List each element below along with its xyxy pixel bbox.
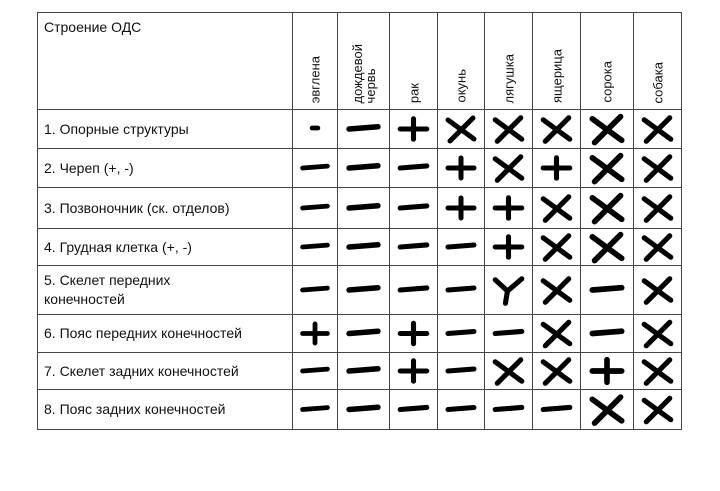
- handwritten-stroke: [543, 279, 570, 303]
- table-row: [38, 266, 682, 315]
- handwritten-stroke: [592, 117, 621, 143]
- plus-mark-icon: [438, 149, 484, 187]
- handwritten-stroke: [644, 236, 671, 260]
- handwritten-stroke: [349, 206, 378, 208]
- minus-mark-icon: [338, 353, 389, 389]
- handwritten-stroke: [644, 360, 671, 384]
- column-header-label: дождевой червь: [349, 43, 378, 103]
- minus-mark-icon: [293, 188, 337, 228]
- mark-cell: [293, 229, 338, 266]
- mark-cell: [581, 266, 634, 315]
- table-body: [38, 110, 682, 430]
- column-header: [438, 13, 485, 110]
- mark-cell: [438, 229, 485, 266]
- handwritten-stroke: [303, 369, 328, 371]
- minus-mark-icon: [581, 266, 633, 314]
- table-row: [38, 149, 682, 188]
- table-row: [38, 390, 682, 430]
- minus-mark-icon: [293, 390, 337, 429]
- cross-mark-icon: [438, 110, 484, 148]
- minus-mark-icon: [390, 266, 437, 314]
- mark-cell: [581, 315, 634, 353]
- mark-cell: [533, 390, 581, 430]
- handwritten-stroke: [303, 324, 328, 343]
- mark-cell: [438, 266, 485, 315]
- cross-mark-icon: [634, 266, 681, 314]
- mark-cell: [485, 229, 533, 266]
- mark-cell: [438, 188, 485, 229]
- row-label: 2. Череп (+, -): [38, 149, 293, 188]
- handwritten-stroke: [495, 237, 522, 257]
- minus-mark-icon: [338, 149, 389, 187]
- cross-mark-icon: [634, 188, 681, 228]
- table-row: [38, 315, 682, 353]
- handwritten-stroke: [400, 119, 427, 139]
- column-header: [634, 13, 682, 110]
- mark-cell: [634, 149, 682, 188]
- table-row: [38, 353, 682, 390]
- mark-cell: [634, 229, 682, 266]
- row-label: 7. Скелет задних конечностей: [38, 353, 293, 390]
- minus-mark-icon: [438, 353, 484, 389]
- mark-cell: [581, 110, 634, 149]
- handwritten-stroke: [400, 166, 427, 168]
- handwritten-stroke: [592, 397, 621, 423]
- row-label: 1. Опорные структуры: [38, 110, 293, 149]
- handwritten-stroke: [495, 331, 522, 333]
- minus-mark-icon: [338, 266, 389, 314]
- handwritten-stroke: [495, 118, 522, 141]
- handwritten-stroke: [349, 127, 378, 129]
- handwritten-stroke: [349, 245, 378, 247]
- cross-mark-icon: [485, 149, 532, 187]
- handwritten-stroke: [400, 361, 427, 381]
- handwritten-stroke: [543, 236, 570, 260]
- mark-cell: [390, 266, 438, 315]
- minus-mark-icon: [293, 353, 337, 389]
- cross-mark-icon: [485, 110, 532, 148]
- handwritten-stroke: [303, 408, 328, 410]
- handwritten-stroke: [543, 158, 570, 178]
- handwritten-stroke: [349, 331, 378, 333]
- column-header-label: сорока: [599, 61, 615, 103]
- handwritten-stroke: [644, 197, 671, 221]
- mark-cell: [390, 390, 438, 430]
- mark-cell: [533, 229, 581, 266]
- minus-mark-icon: [293, 149, 337, 187]
- mark-cell: [293, 390, 338, 430]
- plus-mark-icon: [438, 188, 484, 228]
- handwritten-stroke: [543, 407, 570, 409]
- mark-cell: [533, 266, 581, 315]
- mark-cell: [485, 149, 533, 188]
- mark-cell: [634, 390, 682, 430]
- handwritten-stroke: [644, 322, 671, 346]
- mark-cell: [485, 110, 533, 149]
- row-label: 5. Скелет передних конечностей: [38, 266, 293, 315]
- mark-cell: [293, 110, 338, 149]
- mark-cell: [338, 266, 390, 315]
- mark-cell: [338, 315, 390, 353]
- plus-mark-icon: [390, 110, 437, 148]
- handwritten-stroke: [592, 331, 621, 333]
- mark-cell: [485, 266, 533, 315]
- plus-mark-icon: [293, 315, 337, 352]
- mark-cell: [438, 315, 485, 353]
- mark-cell: [338, 188, 390, 229]
- cross-mark-icon: [634, 390, 681, 429]
- handwritten-stroke: [400, 245, 427, 247]
- column-header: [533, 13, 581, 110]
- minus-mark-icon: [485, 315, 532, 352]
- mark-cell: [581, 188, 634, 229]
- handwritten-stroke: [349, 288, 378, 290]
- mark-cell: [634, 315, 682, 353]
- plus-mark-icon: [581, 353, 633, 389]
- mark-cell: [293, 353, 338, 390]
- mark-cell: [390, 149, 438, 188]
- minus-mark-icon: [338, 229, 389, 265]
- minus-mark-icon: [390, 149, 437, 187]
- row-label: 3. Позвоночник (ск. отделов): [38, 188, 293, 229]
- minus-mark-icon: [485, 390, 532, 429]
- handwritten-stroke: [592, 288, 621, 290]
- handwritten-stroke: [448, 369, 474, 371]
- handwritten-stroke: [495, 157, 522, 181]
- plus-mark-icon: [390, 315, 437, 352]
- mark-cell: [533, 353, 581, 390]
- cross-mark-icon: [485, 353, 532, 389]
- cross-mark-icon: [533, 266, 580, 314]
- skeleton-structure-table: [37, 12, 682, 430]
- handwritten-stroke: [592, 235, 621, 261]
- minus-mark-icon: [390, 390, 437, 429]
- mark-cell: [485, 315, 533, 353]
- handwritten-stroke: [592, 156, 621, 182]
- mark-cell: [438, 110, 485, 149]
- handwritten-stroke: [644, 118, 671, 141]
- mark-cell: [438, 353, 485, 390]
- handwritten-stroke: [495, 198, 522, 218]
- cross-mark-icon: [581, 149, 633, 187]
- handwritten-stroke: [400, 323, 427, 343]
- mark-cell: [581, 149, 634, 188]
- handwritten-stroke: [543, 118, 570, 141]
- table-row: [38, 229, 682, 266]
- cross-mark-icon: [581, 110, 633, 148]
- column-header-label: собака: [650, 61, 665, 103]
- plus-mark-icon: [485, 229, 532, 265]
- handwritten-stroke: [592, 360, 621, 383]
- handwritten-stroke: [349, 166, 378, 168]
- mark-cell: [338, 390, 390, 430]
- minus-mark-icon: [438, 315, 484, 352]
- minus-mark-icon: [338, 390, 389, 429]
- handwritten-stroke: [400, 407, 427, 409]
- mark-cell: [485, 353, 533, 390]
- mark-cell: [533, 188, 581, 229]
- handwritten-stroke: [448, 158, 474, 178]
- mark-cell: [338, 110, 390, 149]
- handwritten-stroke: [303, 206, 328, 208]
- minus-mark-icon: [533, 390, 580, 429]
- mark-cell: [293, 315, 338, 353]
- plus-mark-icon: [390, 353, 437, 389]
- handwritten-stroke: [495, 407, 522, 409]
- handwritten-stroke: [303, 288, 328, 290]
- handwritten-stroke: [543, 197, 570, 221]
- handwritten-stroke: [592, 196, 621, 222]
- column-header-label: эвглена: [307, 55, 323, 103]
- column-header-label: ящерица: [549, 49, 564, 103]
- mark-cell: [634, 188, 682, 229]
- minus-mark-icon: [390, 229, 437, 265]
- dot-mark-icon: [293, 110, 337, 148]
- handwritten-stroke: [400, 288, 427, 290]
- minus-mark-icon: [581, 315, 633, 352]
- cross-mark-icon: [634, 353, 681, 389]
- minus-mark-icon: [338, 110, 389, 148]
- mark-cell: [293, 149, 338, 188]
- column-header-label: лягушка: [501, 53, 516, 103]
- column-header: [581, 13, 634, 110]
- handwritten-stroke: [543, 360, 570, 384]
- handwritten-stroke: [448, 332, 474, 334]
- mark-cell: [533, 149, 581, 188]
- cross-mark-icon: [533, 110, 580, 148]
- minus-mark-icon: [293, 266, 337, 314]
- cross-mark-icon: [634, 149, 681, 187]
- mark-cell: [533, 315, 581, 353]
- cross-mark-icon: [533, 315, 580, 352]
- handwritten-stroke: [400, 206, 427, 208]
- handwritten-stroke: [543, 322, 570, 346]
- mark-cell: [390, 229, 438, 266]
- cross-mark-icon: [581, 229, 633, 265]
- minus-mark-icon: [438, 390, 484, 429]
- handwritten-stroke: [303, 245, 328, 247]
- handwritten-stroke: [448, 118, 474, 141]
- cross-mark-icon: [634, 110, 681, 148]
- table-row: [38, 110, 682, 149]
- mark-cell: [390, 110, 438, 149]
- handwritten-stroke: [644, 279, 671, 303]
- column-header: [338, 13, 390, 110]
- row-label: 8. Пояс задних конечностей: [38, 390, 293, 430]
- mark-cell: [438, 390, 485, 430]
- mark-cell: [438, 149, 485, 188]
- mark-cell: [338, 353, 390, 390]
- handwritten-stroke: [349, 369, 378, 371]
- cross-mark-icon: [533, 188, 580, 228]
- minus-mark-icon: [338, 315, 389, 352]
- cross-mark-icon: [533, 353, 580, 389]
- mark-cell: [581, 353, 634, 390]
- handwritten-stroke: [644, 398, 671, 422]
- mark-cell: [293, 266, 338, 315]
- handwritten-stroke: [448, 245, 474, 247]
- header-row: [38, 13, 682, 110]
- mark-cell: [390, 188, 438, 229]
- column-header: [485, 13, 533, 110]
- handwritten-stroke: [303, 166, 328, 168]
- cross-mark-icon: [533, 229, 580, 265]
- mark-cell: [581, 390, 634, 430]
- mark-cell: [390, 353, 438, 390]
- mark-cell: [581, 229, 634, 266]
- handwritten-stroke: [495, 360, 522, 384]
- mark-cell: [634, 266, 682, 315]
- minus-mark-icon: [338, 188, 389, 228]
- mark-cell: [485, 390, 533, 430]
- minus-mark-icon: [293, 229, 337, 265]
- plus-mark-icon: [533, 149, 580, 187]
- column-header-label: рак: [406, 82, 421, 103]
- table-row: [38, 188, 682, 229]
- mark-cell: [390, 315, 438, 353]
- cross-mark-icon: [634, 315, 681, 352]
- mark-cell: [338, 229, 390, 266]
- cross-mark-icon: [634, 229, 681, 265]
- mark-cell: [634, 353, 682, 390]
- mark-cell: [293, 188, 338, 229]
- mark-cell: [533, 110, 581, 149]
- handwritten-stroke: [644, 157, 671, 181]
- mark-cell: [485, 188, 533, 229]
- handwritten-stroke: [349, 407, 378, 409]
- column-header: [390, 13, 438, 110]
- table-header-label: Строение ОДС: [38, 13, 293, 110]
- row-label: 4. Грудная клетка (+, -): [38, 229, 293, 266]
- column-header: [293, 13, 338, 110]
- cross-mark-icon: [581, 188, 633, 228]
- y-mark-icon: [485, 266, 532, 314]
- handwritten-stroke: [448, 198, 474, 218]
- plus-mark-icon: [485, 188, 532, 228]
- minus-mark-icon: [390, 188, 437, 228]
- mark-cell: [634, 110, 682, 149]
- mark-cell: [338, 149, 390, 188]
- column-header-label: окунь: [453, 69, 469, 103]
- cross-mark-icon: [581, 390, 633, 429]
- handwritten-stroke: [495, 279, 522, 304]
- handwritten-stroke: [448, 408, 474, 410]
- row-label: 6. Пояс передних конечностей: [38, 315, 293, 353]
- minus-mark-icon: [438, 229, 484, 265]
- minus-mark-icon: [438, 266, 484, 314]
- handwritten-stroke: [448, 288, 474, 290]
